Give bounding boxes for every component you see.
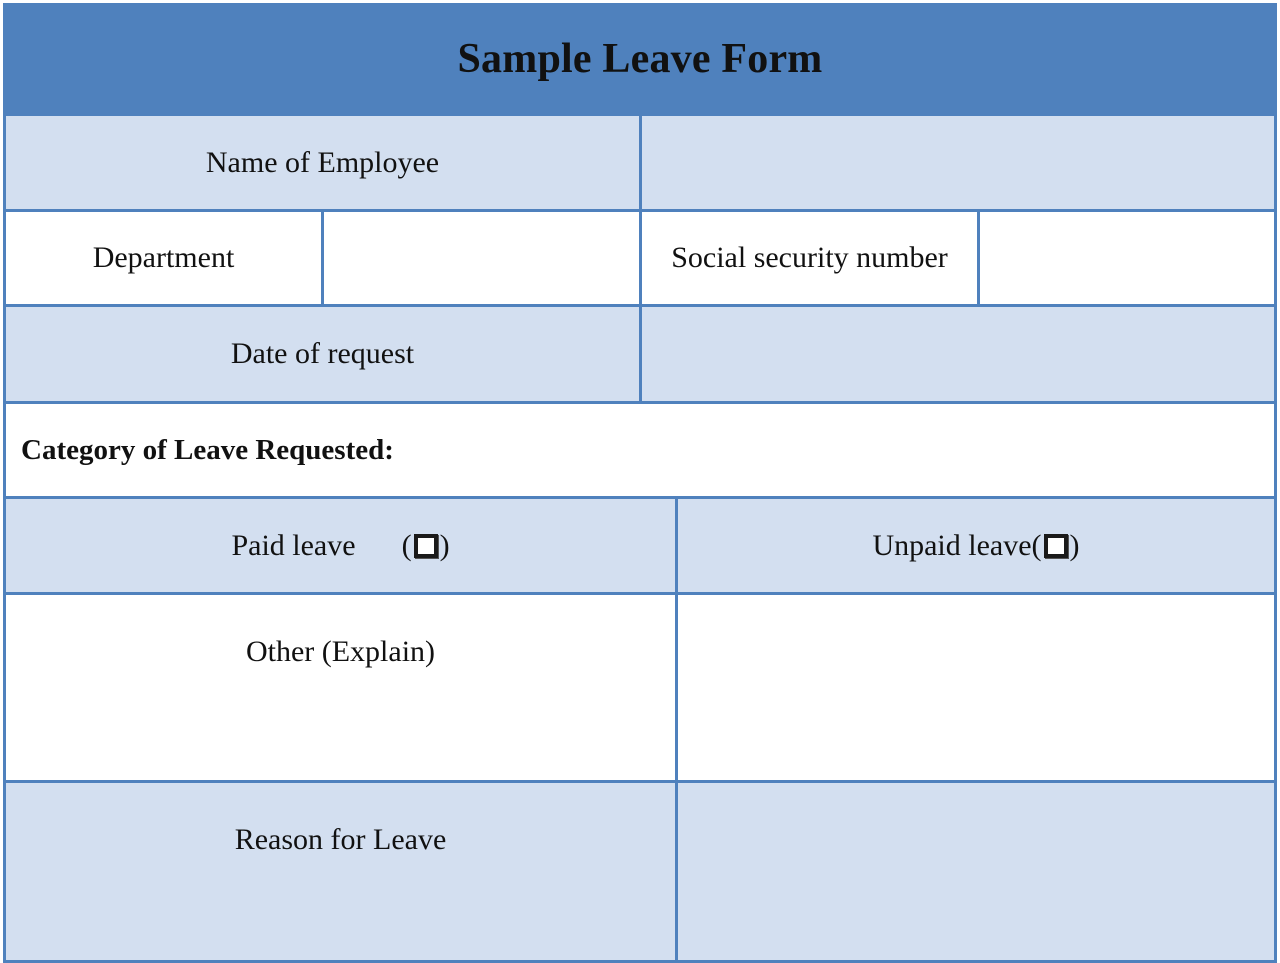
category-heading: Category of Leave Requested:: [21, 433, 394, 466]
unpaid-leave-checkbox-icon[interactable]: [1044, 534, 1068, 558]
category-heading-cell: [3, 401, 1277, 499]
unpaid-leave-cell: Unpaid leave ( ): [675, 496, 1277, 595]
other-explain-label: Other (Explain): [245, 635, 436, 668]
reason-for-leave-field[interactable]: [675, 780, 1277, 963]
department-field[interactable]: [321, 209, 642, 307]
name-of-employee-field[interactable]: [639, 113, 1277, 212]
paid-leave-cell: Paid leave ( ): [3, 496, 678, 595]
date-of-request-field[interactable]: [639, 304, 1277, 404]
date-of-request-label-cell: [3, 304, 642, 404]
form-header: [3, 3, 1277, 115]
paid-leave-label: Paid leave: [231, 528, 356, 562]
ssn-field[interactable]: [977, 209, 1277, 307]
name-of-employee-label-cell: [3, 113, 642, 212]
other-explain-field[interactable]: [675, 592, 1277, 783]
department-label: Department: [92, 241, 235, 274]
reason-for-leave-label-cell: [3, 780, 678, 963]
ssn-label-cell: [639, 209, 980, 307]
department-label-cell: [3, 209, 324, 307]
unpaid-leave-label: Unpaid leave: [872, 528, 1032, 562]
date-of-request-label: Date of request: [230, 337, 415, 370]
reason-for-leave-label: Reason for Leave: [234, 823, 447, 856]
paid-leave-checkbox-icon[interactable]: [414, 534, 438, 558]
other-explain-label-cell: [3, 592, 678, 783]
name-of-employee-label: Name of Employee: [205, 145, 440, 179]
form-title: Sample Leave Form: [457, 36, 823, 82]
ssn-label: Social security number: [671, 241, 948, 274]
